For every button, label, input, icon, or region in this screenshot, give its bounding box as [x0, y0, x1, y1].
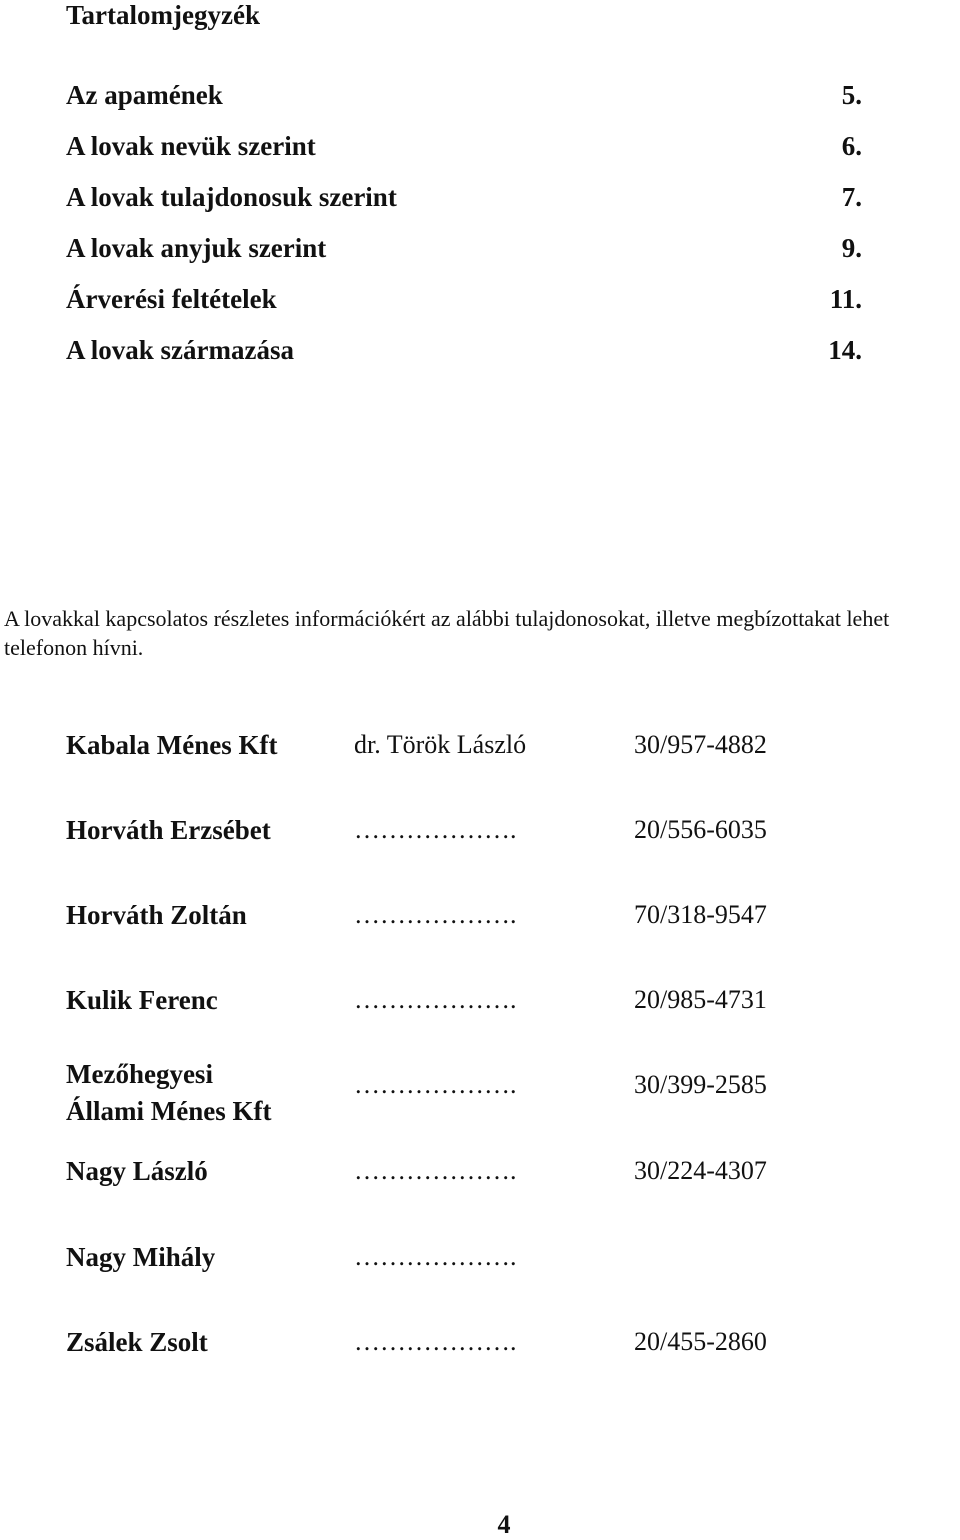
contact-person: ………………. — [354, 1327, 517, 1356]
toc-entry-page: 5. — [841, 80, 862, 110]
intro-paragraph: A lovakkal kapcsolatos részletes információkért az alábbi tulajdonosokat, illetve megbízottakat lehet telefonon hívni. — [4, 606, 890, 660]
contact-person: ………………. — [354, 815, 517, 844]
toc-entry — [66, 233, 862, 263]
phone-number: 20/556-6035 — [634, 815, 767, 844]
contact-row — [66, 730, 826, 790]
toc-entry — [66, 284, 862, 314]
toc-entry-label: Árverési feltételek — [66, 284, 277, 314]
contact-person: ………………. — [354, 985, 517, 1014]
owner-name: Kulik Ferenc — [66, 985, 218, 1015]
phone-number: 70/318-9547 — [634, 900, 767, 929]
toc-entry — [66, 80, 862, 110]
phone-number: 30/957-4882 — [634, 730, 767, 759]
phone-number: 20/985-4731 — [634, 985, 767, 1014]
toc-entry-label: A lovak nevük szerint — [66, 131, 316, 161]
contact-row — [66, 1156, 826, 1216]
toc-entry — [66, 335, 862, 365]
owner-name: Mezőhegyesi Állami Ménes Kft — [66, 1059, 272, 1126]
contact-person: ………………. — [354, 1242, 517, 1271]
toc-entry-label: Az apamének — [66, 80, 223, 110]
contact-person: ………………. — [354, 1156, 517, 1185]
contact-row — [66, 1327, 826, 1387]
toc-heading: Tartalomjegyzék — [66, 0, 260, 30]
phone-number: 20/455-2860 — [634, 1327, 767, 1356]
toc-entry — [66, 131, 862, 161]
contact-person: ………………. — [354, 900, 517, 929]
toc-entry-page: 6. — [841, 131, 862, 161]
contact-row — [66, 1059, 826, 1130]
page-number: 4 — [497, 1510, 511, 1539]
contact-row — [66, 985, 826, 1045]
toc-entry-page: 7. — [841, 182, 862, 212]
toc-entry-label: A lovak tulajdonosuk szerint — [66, 182, 397, 212]
owner-name: Kabala Ménes Kft — [66, 730, 278, 760]
contact-row — [66, 1242, 826, 1302]
toc-entry-label: A lovak származása — [66, 335, 294, 365]
phone-number: 30/224-4307 — [634, 1156, 767, 1185]
toc-entry — [66, 182, 862, 212]
owner-name: Horváth Zoltán — [66, 900, 247, 930]
owner-name: Horváth Erzsébet — [66, 815, 271, 845]
contact-row — [66, 900, 826, 960]
owner-name: Nagy Mihály — [66, 1242, 216, 1272]
toc-entry-label: A lovak anyjuk szerint — [66, 233, 327, 263]
toc-entry-page: 11. — [829, 284, 862, 314]
contact-row — [66, 815, 826, 875]
owner-name: Nagy László — [66, 1156, 208, 1186]
contact-person: dr. Török László — [354, 730, 527, 759]
phone-number: 30/399-2585 — [634, 1070, 767, 1099]
owner-name: Zsálek Zsolt — [66, 1327, 208, 1357]
toc-entry-page: 9. — [841, 233, 862, 263]
contact-person: ………………. — [354, 1070, 517, 1099]
toc-entry-page: 14. — [828, 335, 862, 365]
